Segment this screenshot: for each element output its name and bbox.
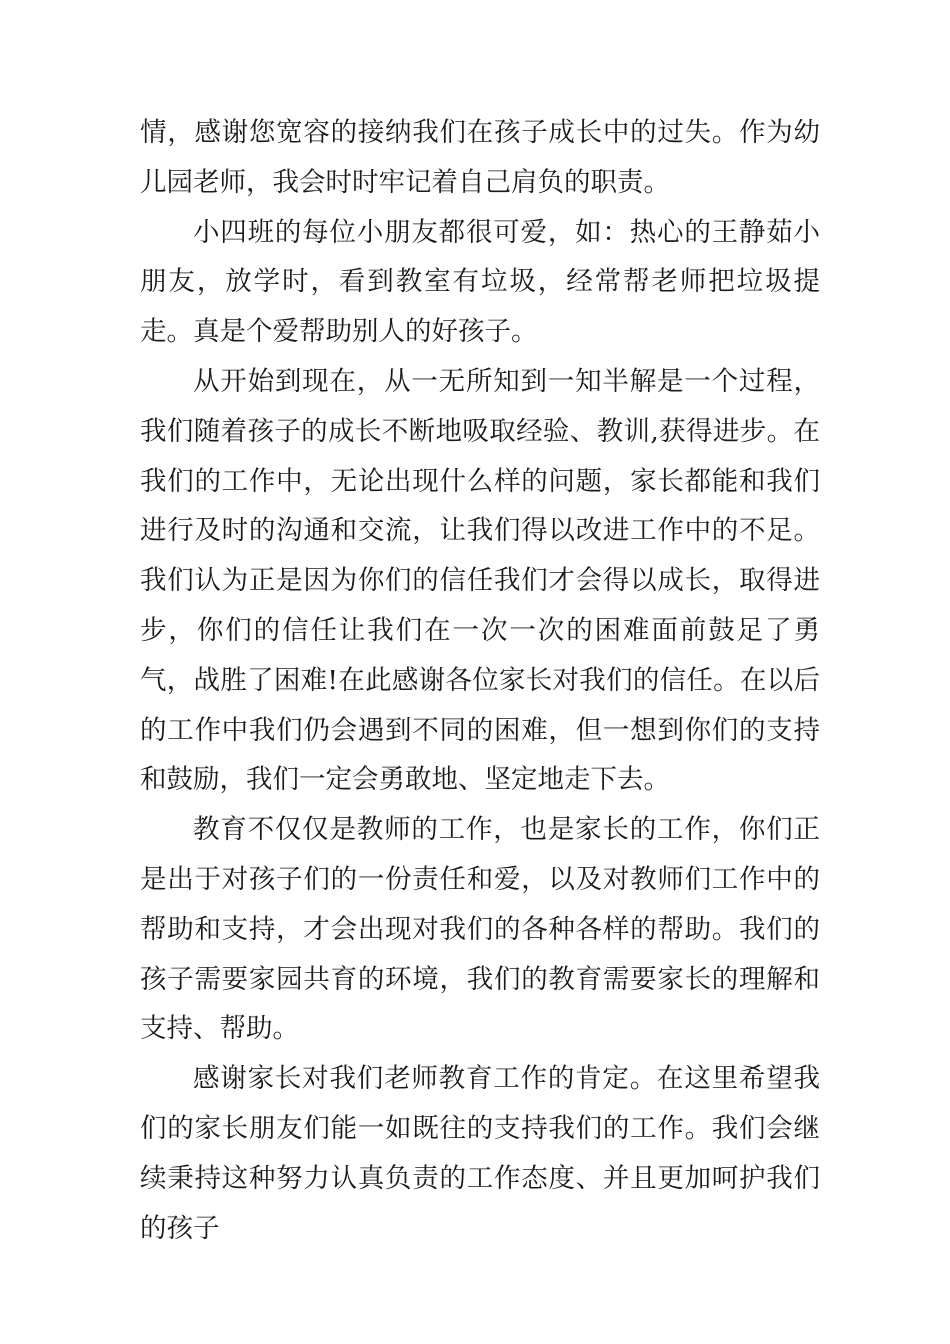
paragraph-class-children: 小四班的每位小朋友都很可爱，如：热心的王静茹小朋友，放学时，看到教室有垃圾，经常帮老师把垃圾提走。真是个爱帮助别人的好孩子。 bbox=[140, 216, 820, 348]
paragraph-education-cooperation: 教育不仅仅是教师的工作，也是家长的工作，你们正是出于对孩子们的一份责任和爱，以及对教师们工作中的帮助和支持，才会出现对我们的各种各样的帮助。我们的孩子需要家园共育的环境，我们的教育需要家长的理解和支持、帮助。 bbox=[140, 814, 820, 1045]
document-body bbox=[140, 108, 820, 1253]
paragraph-thanks-parents: 感谢家长对我们老师教育工作的肯定。在这里希望我们的家长朋友们能一如既往的支持我们的工作。我们会继续秉持这种努力认真负责的工作态度、并且更加呵护我们的孩子 bbox=[140, 1063, 820, 1244]
paragraph-growth-process: 从开始到现在，从一无所知到一知半解是一个过程，我们随着孩子的成长不断地吸取经验、教训,获得进步。在我们的工作中，无论出现什么样的问题，家长都能和我们进行及时的沟通和交流，让我们得以改进工作中的不足。我们认为正是因为你们的信任我们才会得以成长，取得进步，你们的信任让我们在一次一次的困难面前鼓足了勇气，战胜了困难!在此感谢各位家长对我们的信任。在以后的工作中我们仍会遇到不同的困难，但一想到你们的支持和鼓励，我们一定会勇敢地、坚定地走下去。 bbox=[140, 365, 820, 796]
paragraph-continuation: 情，感谢您宽容的接纳我们在孩子成长中的过失。作为幼儿园老师，我会时时牢记着自己肩负的职责。 bbox=[140, 117, 820, 198]
